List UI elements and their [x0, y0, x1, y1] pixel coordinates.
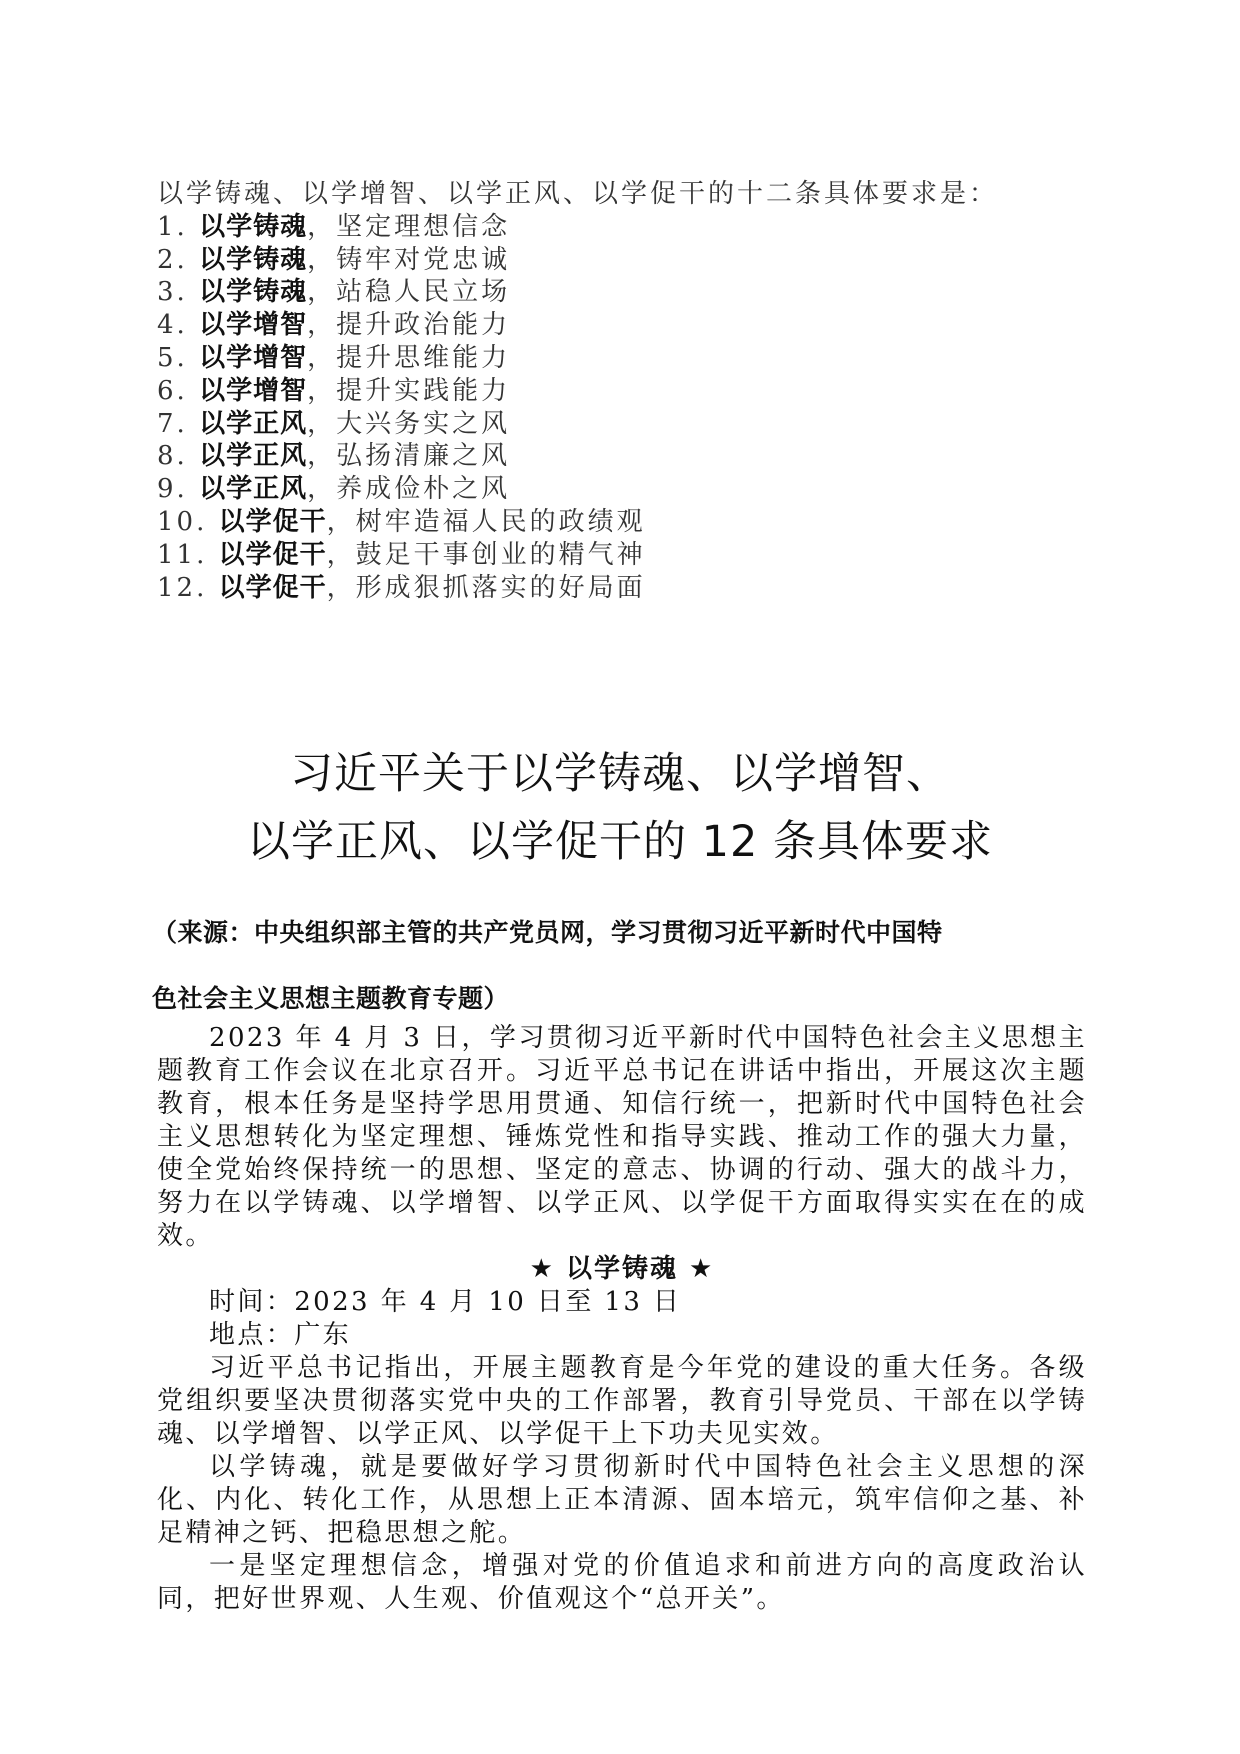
list-item-keyword: 以学正风 [199, 408, 308, 439]
list-item-number: 5. [157, 342, 188, 373]
paragraph-4: 一是坚定理想信念，增强对党的价值追求和前进方向的高度政治认同，把好世界观、人生观、价值观这个“总开关”。 [157, 1551, 1087, 1614]
event-place: 地点：广东 [209, 1320, 352, 1350]
list-item-text: ，弘扬清廉之风 [307, 441, 511, 472]
list-item-text: ，铸牢对党忠诚 [307, 244, 511, 275]
list-item-keyword: 以学促干 [218, 572, 327, 603]
list-item-number: 10. [157, 506, 208, 537]
list-item [157, 408, 1097, 441]
list-item-number: 8. [157, 441, 188, 472]
list-item-keyword: 以学增智 [199, 375, 308, 406]
list-item-keyword: 以学正风 [199, 441, 308, 472]
list-item-number: 6. [157, 375, 188, 406]
list-item-text: ，大兴务实之风 [307, 408, 511, 439]
list-item-number: 4. [157, 310, 188, 341]
list-item [157, 440, 1097, 473]
list-item [157, 276, 1097, 309]
list-item-keyword: 以学正风 [199, 474, 308, 505]
title-line-1: 习近平关于以学铸魂、以学增智、 [290, 749, 950, 799]
list-item-keyword: 以学铸魂 [199, 211, 308, 242]
list-item-keyword: 以学铸魂 [199, 244, 308, 275]
list-item-text: ，鼓足干事创业的精气神 [326, 539, 646, 570]
list-item-text: ，形成狠抓落实的好局面 [326, 572, 646, 603]
list-item-number: 3. [157, 277, 188, 308]
list-item [157, 375, 1097, 408]
paragraph-intro: 2023 年 4 月 3 日，学习贯彻习近平新时代中国特色社会主义思想主题教育工作会议在北京召开。习近平总书记在讲话中指出，开展这次主题教育，根本任务是坚持学思用贯通、知信行统一，把新时代中国特色社会主义思想转化为坚定理想、锤炼党性和指导实践、推动工作的强大力量，使全党始终保持统一的思想、坚定的意志、协调的行动、强大的战斗力，努力在以学铸魂、以学增智、以学正风、以学促干方面取得实实在在的成效。 [157, 1023, 1087, 1251]
list-item-keyword: 以学铸魂 [199, 277, 308, 308]
source-line-2: 色社会主义思想主题教育专题） [152, 984, 510, 1013]
list-item-number: 9. [157, 474, 188, 505]
list-item-number: 7. [157, 408, 188, 439]
title-line-2: 以学正风、以学促干的 12 条具体要求 [246, 817, 994, 867]
list-item [157, 473, 1097, 506]
summary-intro: 以学铸魂、以学增智、以学正风、以学促干的十二条具体要求是： [157, 179, 999, 209]
list-item-keyword: 以学促干 [218, 506, 327, 537]
list-item [157, 309, 1097, 342]
list-item-number: 1. [157, 211, 188, 242]
list-item-text: ，提升思维能力 [307, 342, 511, 373]
requirements-list [157, 211, 1097, 605]
requirements-summary [157, 178, 1097, 604]
list-item-keyword: 以学增智 [199, 342, 308, 373]
list-item-text: ，站稳人民立场 [307, 277, 511, 308]
list-item [157, 342, 1097, 375]
list-item [157, 539, 1097, 572]
source-line-1: （来源：中央组织部主管的共产党员网，学习贯彻习近平新时代中国特 [152, 918, 943, 947]
paragraph-3: 以学铸魂，就是要做好学习贯彻新时代中国特色社会主义思想的深化、内化、转化工作，从思想上正本清源、固本培元，筑牢信仰之基、补足精神之钙、把稳思想之舵。 [157, 1452, 1087, 1548]
list-item-number: 11. [157, 539, 208, 570]
list-item [157, 211, 1097, 244]
list-item [157, 572, 1097, 605]
list-item [157, 506, 1097, 539]
list-item-number: 2. [157, 244, 188, 275]
paragraph-2: 习近平总书记指出，开展主题教育是今年党的建设的重大任务。各级党组织要坚决贯彻落实党中央的工作部署，教育引导党员、干部在以学铸魂、以学增智、以学正风、以学促干上下功夫见实效。 [157, 1353, 1087, 1449]
document-body [157, 1022, 1087, 1616]
list-item-text: ，坚定理想信念 [307, 211, 511, 242]
list-item-keyword: 以学促干 [218, 539, 327, 570]
list-item-keyword: 以学增智 [199, 310, 308, 341]
list-item [157, 244, 1097, 277]
list-item-text: ，养成俭朴之风 [307, 474, 511, 505]
list-item-number: 12. [157, 572, 208, 603]
source-note [152, 900, 1112, 1032]
list-item-text: ，提升实践能力 [307, 375, 511, 406]
event-time: 时间：2023 年 4 月 10 日至 13 日 [209, 1287, 682, 1317]
document-title [0, 740, 1240, 876]
list-item-text: ，提升政治能力 [307, 310, 511, 341]
list-item-text: ，树牢造福人民的政绩观 [326, 506, 646, 537]
section-heading: ★ 以学铸魂 ★ [529, 1254, 715, 1284]
